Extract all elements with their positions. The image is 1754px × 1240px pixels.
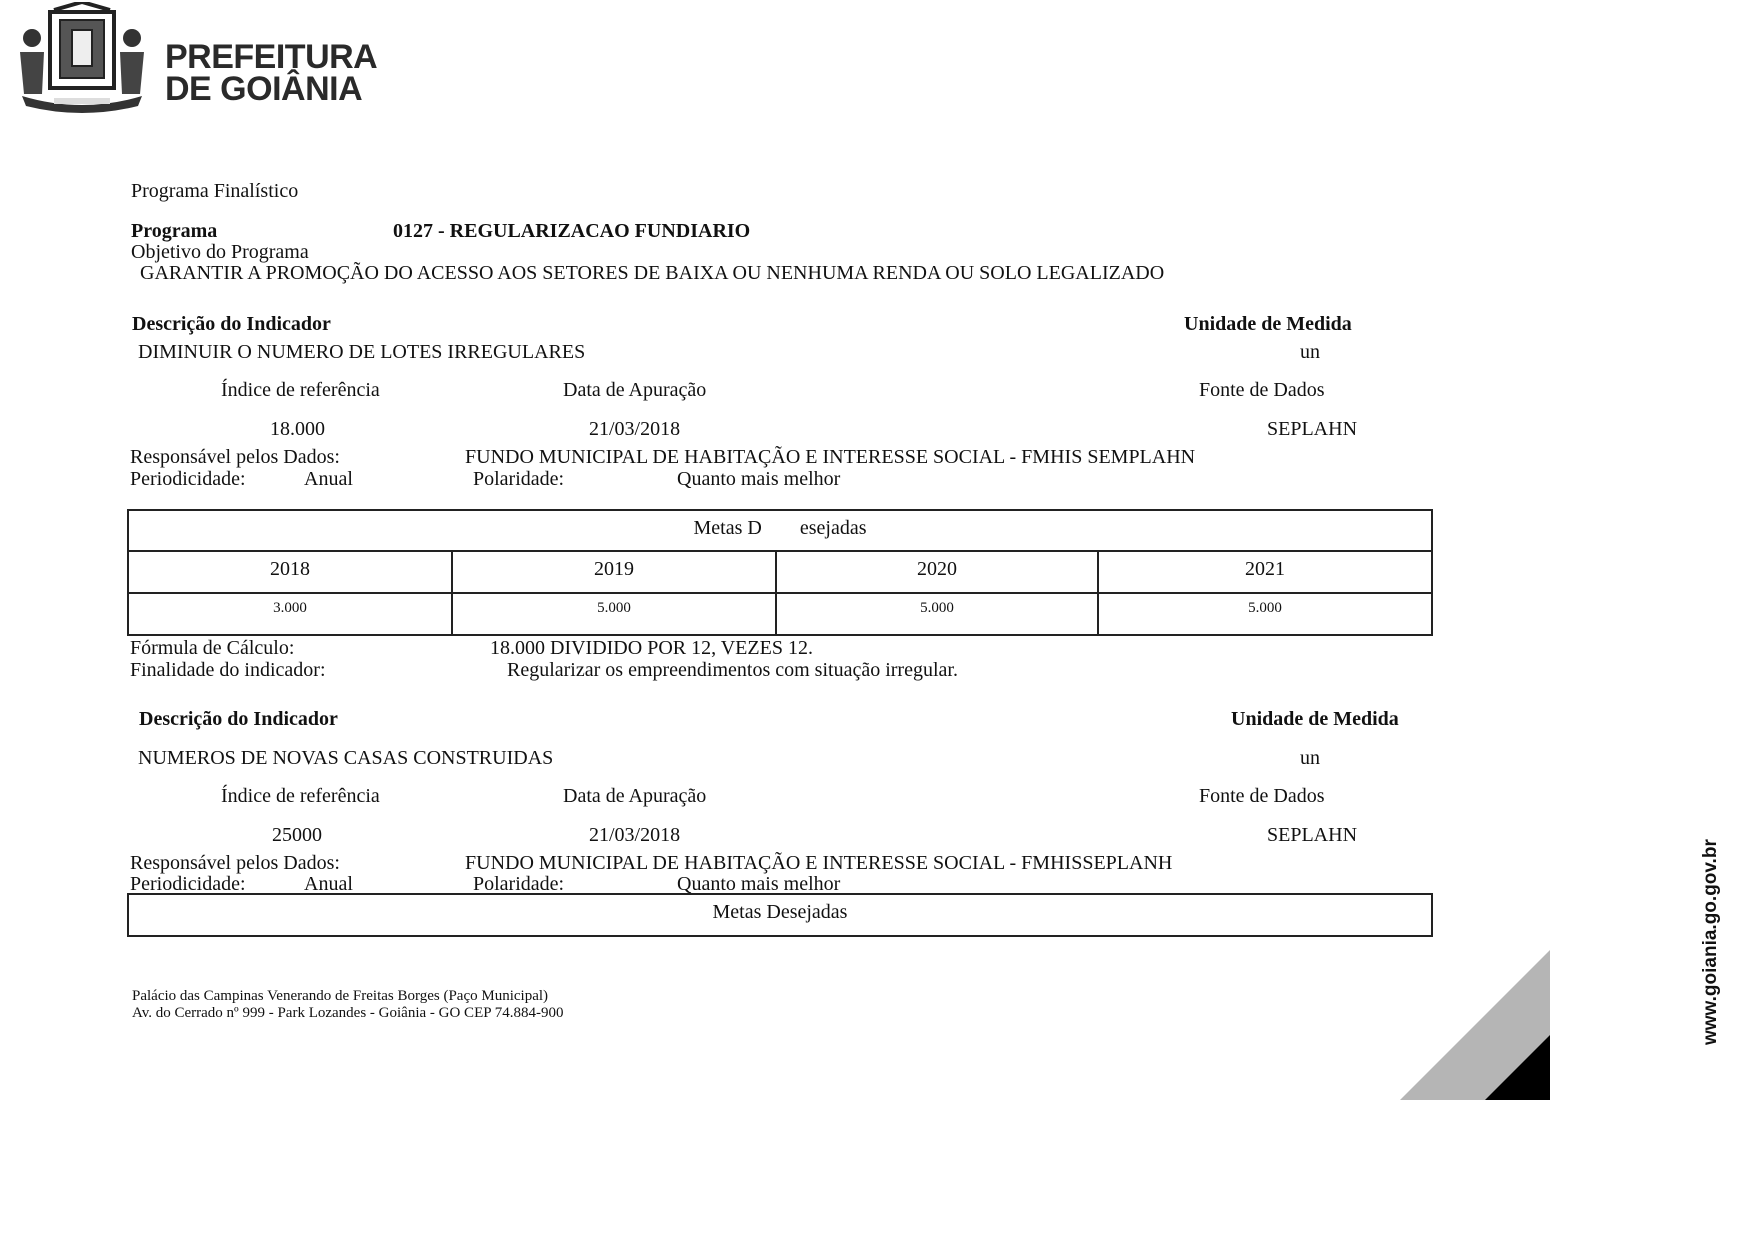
responsible-value: FUNDO MUNICIPAL DE HABITAÇÃO E INTERESSE SOCIAL - FMHISSEPLANH — [465, 852, 1173, 874]
website-link[interactable]: www.goiania.go.gov.br — [1700, 839, 1721, 1045]
footer-address-line-1: Palácio das Campinas Venerando de Freitas Borges (Paço Municipal) — [132, 988, 549, 1004]
indicator-unit-label: Unidade de Medida — [1231, 708, 1399, 730]
city-seal-icon — [14, 2, 150, 114]
goal-cell: 3.000 — [129, 594, 453, 634]
year-cell: 2020 — [777, 552, 1099, 594]
goal-cell: 5.000 — [777, 594, 1099, 634]
indicator-desc-value: DIMINUIR O NUMERO DE LOTES IRREGULARES — [138, 341, 586, 363]
formula-value: 18.000 DIVIDIDO POR 12, VEZES 12. — [490, 637, 813, 659]
date-label: Data de Apuração — [563, 379, 707, 401]
year-cell: 2018 — [129, 552, 453, 594]
ref-index-value: 25000 — [272, 824, 322, 846]
periodicity-value: Anual — [304, 468, 353, 490]
programa-value: 0127 - REGULARIZACAO FUNDIARIO — [393, 220, 751, 242]
ref-index-label: Índice de referência — [221, 785, 380, 807]
formula-label: Fórmula de Cálculo: — [130, 637, 295, 659]
metas-title: Metas Desejadas — [712, 901, 848, 923]
responsible-label: Responsável pelos Dados: — [130, 446, 340, 468]
purpose-label: Finalidade do indicador: — [130, 659, 326, 681]
indicator-unit-value: un — [1300, 747, 1320, 769]
goal-cell: 5.000 — [453, 594, 777, 634]
year-cell: 2021 — [1099, 552, 1431, 594]
metas-title — [129, 511, 1431, 552]
goal-cell: 5.000 — [1248, 600, 1282, 616]
year-cell: 2019 — [453, 552, 777, 594]
objetivo-value: GARANTIR A PROMOÇÃO DO ACESSO AOS SETORES DE BAIXA OU NENHUMA RENDA OU SOLO LEGALIZADO — [140, 262, 1165, 284]
periodicity-label: Periodicidade: — [130, 873, 246, 895]
polarity-value: Quanto mais melhor — [677, 873, 841, 895]
polarity-label: Polaridade: — [473, 468, 565, 490]
corner-decoration — [1400, 950, 1550, 1100]
periodicity-label: Periodicidade: — [130, 468, 246, 490]
metas-title-part-a: Metas D — [693, 517, 762, 539]
source-value: SEPLAHN — [1267, 418, 1358, 440]
ref-index-value: 18.000 — [270, 418, 325, 440]
polarity-value: Quanto mais melhor — [677, 468, 841, 490]
footer-address-line-2: Av. do Cerrado nº 999 - Park Lozandes - Goiânia - GO CEP 74.884-900 — [132, 1005, 564, 1021]
ref-index-label: Índice de referência — [221, 379, 380, 401]
date-label: Data de Apuração — [563, 785, 707, 807]
indicator-unit-label: Unidade de Medida — [1184, 313, 1352, 335]
responsible-value: FUNDO MUNICIPAL DE HABITAÇÃO E INTERESSE SOCIAL - FMHIS SEMPLAHN — [465, 446, 1196, 468]
indicator-desc-label: Descrição do Indicador — [139, 708, 338, 730]
section-title: Programa Finalístico — [131, 180, 299, 202]
programa-label: Programa — [131, 220, 218, 242]
source-value: SEPLAHN — [1267, 824, 1358, 846]
logo-line-2: DE GOIÂNIA — [165, 70, 363, 108]
source-label: Fonte de Dados — [1199, 785, 1325, 807]
date-value: 21/03/2018 — [589, 418, 681, 440]
periodicity-value: Anual — [304, 873, 353, 895]
metas-title-part-b: esejadas — [799, 517, 867, 539]
indicator-unit-value: un — [1300, 341, 1320, 363]
indicator-desc-label: Descrição do Indicador — [132, 313, 331, 335]
objetivo-label: Objetivo do Programa — [131, 241, 309, 263]
metas-table — [127, 893, 1433, 937]
date-value: 21/03/2018 — [589, 824, 681, 846]
indicator-desc-value: NUMEROS DE NOVAS CASAS CONSTRUIDAS — [138, 747, 554, 769]
responsible-label: Responsável pelos Dados: — [130, 852, 340, 874]
metas-table — [127, 509, 1433, 636]
polarity-label: Polaridade: — [473, 873, 565, 895]
logo-line-1: PREFEITURA — [165, 38, 378, 76]
purpose-value: Regularizar os empreendimentos com situação irregular. — [507, 659, 958, 681]
source-label: Fonte de Dados — [1199, 379, 1325, 401]
